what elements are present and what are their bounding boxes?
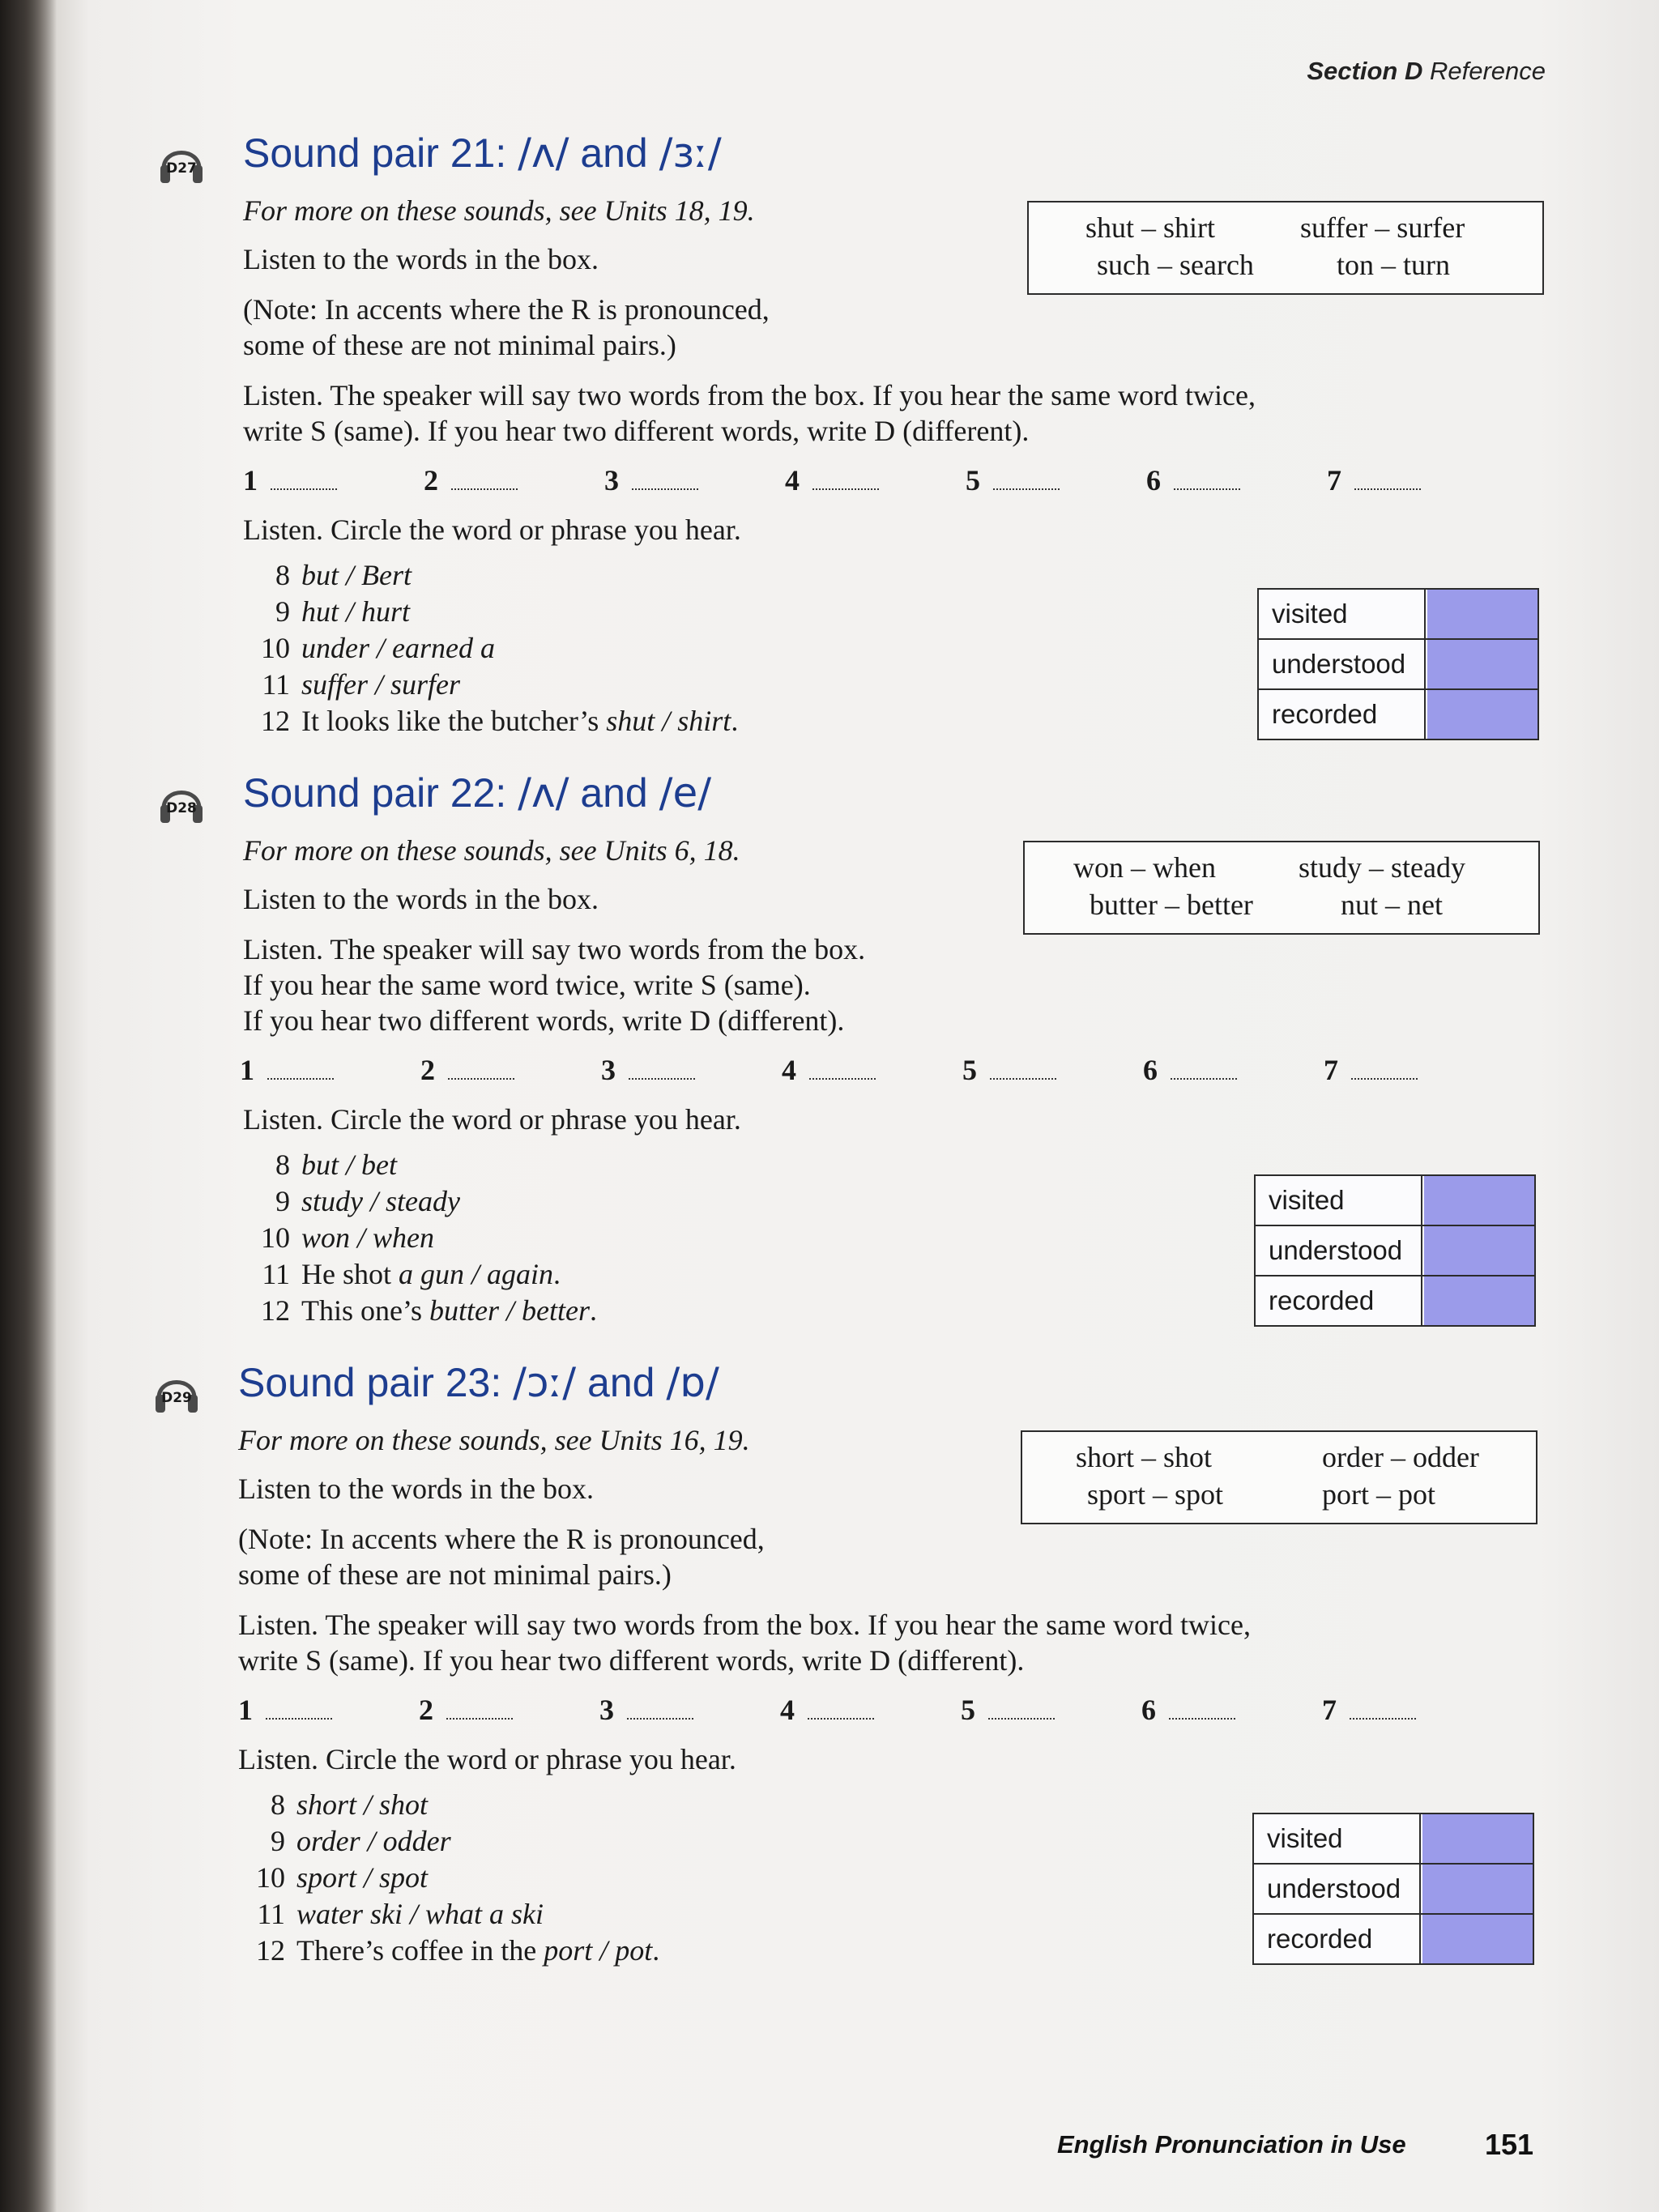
progress-checklist bbox=[1252, 1813, 1534, 1965]
word-pairs-box bbox=[1027, 201, 1544, 295]
title-ipa-1: /ʌ/ bbox=[518, 130, 569, 177]
title-ipa-2: /ɒ/ bbox=[666, 1359, 719, 1406]
listen-box-text: Listen to the words in the box. bbox=[243, 883, 599, 915]
exercise-item[interactable]: 10 won / when bbox=[261, 1221, 435, 1254]
exercise-item[interactable]: 9 hut / hurt bbox=[275, 595, 411, 628]
progress-row-understood[interactable]: understood bbox=[1254, 1865, 1533, 1915]
circle-instruction: Listen. Circle the word or phrase you hear. bbox=[238, 1743, 736, 1775]
answer-blank[interactable]: 3 bbox=[604, 463, 698, 497]
answer-blanks bbox=[240, 1053, 1458, 1089]
answer-blank[interactable]: 5 bbox=[962, 1053, 1056, 1087]
note-line-1: (Note: In accents where the R is pronounced, bbox=[243, 293, 770, 326]
title-ipa-1: /ɔː/ bbox=[513, 1359, 577, 1406]
title-ipa-2: /e/ bbox=[659, 769, 712, 816]
progress-row-understood[interactable]: understood bbox=[1259, 640, 1537, 690]
answer-blank[interactable]: 6 bbox=[1146, 463, 1240, 497]
note-line-2: some of these are not minimal pairs.) bbox=[238, 1558, 672, 1591]
word-pair: nut – net bbox=[1341, 889, 1443, 921]
header-reference: Reference bbox=[1429, 57, 1546, 85]
answer-blank[interactable]: 2 bbox=[420, 1053, 514, 1087]
badge-label: D27 bbox=[166, 160, 197, 177]
exercise-item[interactable]: 12 It looks like the butcher’s shut / shirt. bbox=[261, 705, 739, 737]
title-and: and bbox=[569, 770, 659, 816]
answer-blank[interactable]: 7 bbox=[1324, 1053, 1418, 1087]
answer-blank[interactable]: 3 bbox=[601, 1053, 695, 1087]
section-title bbox=[238, 1359, 719, 1406]
header-section: Section D bbox=[1307, 57, 1423, 85]
answer-blank[interactable]: 7 bbox=[1322, 1693, 1416, 1727]
progress-checkbox[interactable] bbox=[1427, 690, 1537, 739]
word-pair: suffer – surfer bbox=[1300, 211, 1465, 244]
note-line-2: some of these are not minimal pairs.) bbox=[243, 329, 676, 361]
title-and: and bbox=[569, 130, 659, 176]
answer-blank[interactable]: 4 bbox=[780, 1693, 874, 1727]
answer-blanks bbox=[238, 1693, 1453, 1728]
answer-blank[interactable]: 2 bbox=[419, 1693, 513, 1727]
progress-checkbox[interactable] bbox=[1422, 1814, 1533, 1863]
progress-row-visited[interactable]: visited bbox=[1256, 1176, 1534, 1226]
progress-checkbox[interactable] bbox=[1427, 640, 1537, 688]
more-info-text: For more on these sounds, see Units 18, 19. bbox=[243, 194, 755, 227]
progress-row-visited[interactable]: visited bbox=[1254, 1814, 1533, 1865]
title-ipa-2: /ɜː/ bbox=[659, 130, 722, 177]
word-pair: shut – shirt bbox=[1085, 211, 1216, 244]
word-pairs-box bbox=[1023, 841, 1540, 935]
more-info-text: For more on these sounds, see Units 6, 18. bbox=[243, 834, 740, 867]
answer-blank[interactable]: 1 bbox=[240, 1053, 334, 1087]
page-number: 151 bbox=[1485, 2128, 1534, 2161]
exercise-item[interactable]: 12 There’s coffee in the port / pot. bbox=[256, 1934, 660, 1967]
progress-checkbox[interactable] bbox=[1422, 1915, 1533, 1963]
answer-blank[interactable]: 2 bbox=[424, 463, 518, 497]
word-pair: won – when bbox=[1073, 851, 1216, 884]
exercise-item[interactable]: 9 study / steady bbox=[275, 1185, 460, 1217]
exercise-item[interactable]: 8 but / bet bbox=[275, 1149, 397, 1181]
answer-blank[interactable]: 4 bbox=[785, 463, 879, 497]
answer-blanks bbox=[243, 463, 1458, 499]
title-text: Sound pair 21: bbox=[243, 130, 518, 176]
audio-track-d27-icon[interactable] bbox=[156, 136, 207, 188]
word-pair: study – steady bbox=[1299, 851, 1465, 884]
exercise-items bbox=[238, 1787, 659, 1969]
progress-row-understood[interactable]: understood bbox=[1256, 1226, 1534, 1276]
word-pair: such – search bbox=[1097, 249, 1254, 281]
circle-instruction: Listen. Circle the word or phrase you hear. bbox=[243, 514, 741, 546]
answer-blank[interactable]: 6 bbox=[1143, 1053, 1237, 1087]
instruction-line-2: write S (same). If you hear two different words, write D (different). bbox=[243, 415, 1030, 447]
progress-row-recorded[interactable]: recorded bbox=[1256, 1276, 1534, 1325]
progress-row-recorded[interactable]: recorded bbox=[1254, 1915, 1533, 1963]
progress-checklist bbox=[1254, 1174, 1536, 1327]
exercise-items bbox=[243, 1147, 597, 1329]
exercise-items bbox=[243, 557, 738, 739]
progress-row-recorded[interactable]: recorded bbox=[1259, 690, 1537, 739]
answer-blank[interactable]: 6 bbox=[1141, 1693, 1235, 1727]
progress-checklist bbox=[1257, 588, 1539, 740]
answer-blank[interactable]: 5 bbox=[966, 463, 1060, 497]
more-info-text: For more on these sounds, see Units 16, 19. bbox=[238, 1424, 750, 1456]
section-title bbox=[243, 130, 722, 177]
answer-blank[interactable]: 5 bbox=[961, 1693, 1055, 1727]
word-pair: sport – spot bbox=[1087, 1478, 1224, 1511]
exercise-item[interactable]: 11 water ski / what a ski bbox=[257, 1898, 544, 1930]
note-line-1: (Note: In accents where the R is pronounced, bbox=[238, 1523, 765, 1555]
badge-label: D28 bbox=[166, 800, 197, 816]
page-header bbox=[1307, 57, 1546, 86]
page-spine-shadow bbox=[0, 0, 57, 2212]
instruction-line-2: write S (same). If you hear two different words, write D (different). bbox=[238, 1644, 1025, 1677]
word-pair: order – odder bbox=[1322, 1441, 1479, 1473]
word-pair: ton – turn bbox=[1337, 249, 1450, 281]
exercise-item[interactable]: 10 sport / spot bbox=[256, 1861, 429, 1894]
listen-box-text: Listen to the words in the box. bbox=[238, 1473, 594, 1505]
answer-blank[interactable]: 1 bbox=[238, 1693, 332, 1727]
answer-blank[interactable]: 7 bbox=[1327, 463, 1421, 497]
instruction-line-2: If you hear the same word twice, write S (same). bbox=[243, 969, 811, 1001]
answer-blank[interactable]: 3 bbox=[599, 1693, 693, 1727]
exercise-item[interactable]: 8 short / shot bbox=[271, 1788, 429, 1821]
title-ipa-1: /ʌ/ bbox=[518, 769, 569, 816]
audio-track-d28-icon[interactable] bbox=[156, 776, 207, 828]
exercise-item[interactable]: 9 order / odder bbox=[271, 1825, 451, 1857]
progress-checkbox[interactable] bbox=[1424, 1276, 1534, 1325]
word-pair: butter – better bbox=[1090, 889, 1253, 921]
progress-checkbox[interactable] bbox=[1424, 1226, 1534, 1275]
exercise-item[interactable]: 12 This one’s butter / better. bbox=[261, 1294, 597, 1327]
audio-track-d29-icon[interactable] bbox=[151, 1366, 203, 1417]
title-text: Sound pair 23: bbox=[238, 1360, 514, 1405]
title-and: and bbox=[576, 1360, 667, 1405]
listen-box-text: Listen to the words in the box. bbox=[243, 243, 599, 275]
instruction-line-3: If you hear two different words, write D (different). bbox=[243, 1004, 845, 1037]
answer-blank[interactable]: 4 bbox=[782, 1053, 876, 1087]
circle-instruction: Listen. Circle the word or phrase you hear. bbox=[243, 1103, 741, 1136]
instruction-line-1: Listen. The speaker will say two words from the box. If you hear the same word twice, bbox=[243, 379, 1256, 411]
book-title-footer: English Pronunciation in Use bbox=[1057, 2130, 1406, 2159]
progress-checkbox[interactable] bbox=[1427, 590, 1537, 638]
word-pair: short – shot bbox=[1076, 1441, 1213, 1473]
instruction-line-1: Listen. The speaker will say two words from the box. bbox=[243, 933, 866, 965]
exercise-item[interactable]: 8 but / Bert bbox=[275, 559, 412, 591]
progress-row-visited[interactable]: visited bbox=[1259, 590, 1537, 640]
badge-label: D29 bbox=[161, 1390, 192, 1406]
section-title bbox=[243, 769, 711, 816]
progress-checkbox[interactable] bbox=[1422, 1865, 1533, 1913]
exercise-item[interactable]: 10 under / earned a bbox=[261, 632, 495, 664]
progress-checkbox[interactable] bbox=[1424, 1176, 1534, 1225]
answer-blank[interactable]: 1 bbox=[243, 463, 337, 497]
exercise-item[interactable]: 11 suffer / surfer bbox=[262, 668, 461, 701]
title-text: Sound pair 22: bbox=[243, 770, 518, 816]
word-pairs-box bbox=[1021, 1430, 1537, 1524]
instruction-line-1: Listen. The speaker will say two words from the box. If you hear the same word twice, bbox=[238, 1609, 1251, 1641]
word-pair: port – pot bbox=[1322, 1478, 1435, 1511]
exercise-item[interactable]: 11 He shot a gun / again. bbox=[262, 1258, 561, 1290]
